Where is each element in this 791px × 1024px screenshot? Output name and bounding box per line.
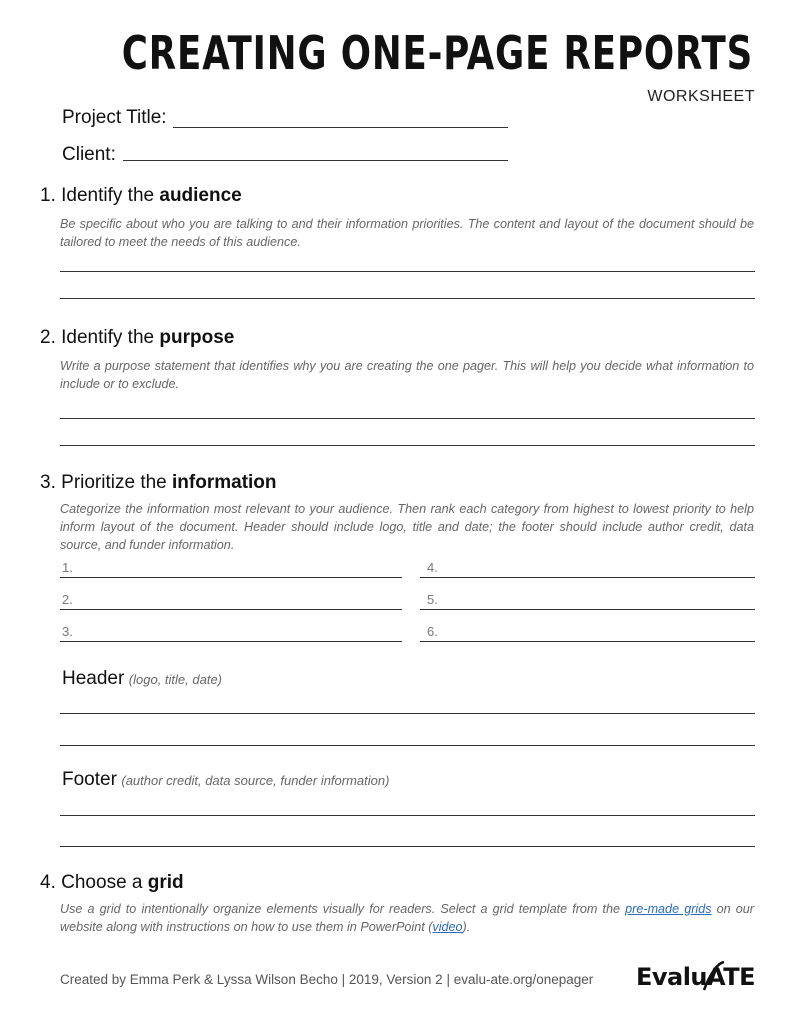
- section-4-title-pre: Choose a: [61, 872, 143, 893]
- section-3-title: [40, 472, 277, 494]
- section-4-desc-part2: on our website along with instructions on how to use them in PowerPoint (: [60, 902, 754, 934]
- priority-number: 3.: [62, 624, 73, 639]
- footer-block-note: (author credit, data source, funder information): [121, 773, 390, 788]
- header-line-1[interactable]: [60, 713, 755, 714]
- section-2-line-2[interactable]: [60, 445, 755, 446]
- section-1-line-2[interactable]: [60, 298, 755, 299]
- video-link[interactable]: video: [432, 920, 463, 934]
- section-1-title: [40, 185, 242, 207]
- priority-number: 5.: [427, 592, 438, 607]
- client-label: Client:: [62, 144, 116, 165]
- section-1-line-1[interactable]: [60, 271, 755, 272]
- header-block-heading: [62, 668, 222, 690]
- section-1-title-bold: audience: [159, 185, 242, 206]
- priority-line-6[interactable]: [420, 641, 755, 642]
- footer-line-2[interactable]: [60, 846, 755, 847]
- section-4-desc-part3: ).: [462, 920, 471, 934]
- project-title-line[interactable]: [173, 127, 508, 128]
- pre-made-grids-link[interactable]: pre-made grids: [625, 902, 712, 916]
- priority-number: 2.: [62, 592, 73, 607]
- evaluate-logo: [636, 963, 755, 991]
- priority-number: 1.: [62, 560, 73, 575]
- section-2-line-1[interactable]: [60, 418, 755, 419]
- section-2-title-pre: Identify the: [61, 327, 155, 348]
- client-line[interactable]: [123, 160, 508, 161]
- footer-block-heading: [62, 769, 389, 791]
- project-title-label: Project Title:: [62, 107, 167, 128]
- section-3-title-pre: Prioritize the: [61, 472, 167, 493]
- section-2-title: [40, 327, 234, 349]
- section-2-description: Write a purpose statement that identifies why you are creating the one pager. This will help you decide what information to include or to exclude.: [60, 359, 754, 391]
- header-block-note: (logo, title, date): [128, 672, 222, 687]
- section-4-description: [60, 900, 754, 936]
- section-1-number: 1.: [40, 185, 56, 206]
- footer-block-title: Footer: [62, 769, 117, 790]
- section-2-title-bold: purpose: [159, 327, 235, 348]
- section-4-title-bold: grid: [147, 872, 184, 893]
- footer-credit: Created by Emma Perk & Lyssa Wilson Becho | 2019, Version 2 | evalu-ate.org/onepager: [60, 972, 594, 987]
- section-3-description: Categorize the information most relevant to your audience. Then rank each category from highest to lowest priority to help inform layout of the document. Header should include logo, title and date; the footer should include author credit, data source, and funder information.: [60, 502, 754, 552]
- page-subtitle: WORKSHEET: [647, 88, 755, 105]
- header-line-2[interactable]: [60, 745, 755, 746]
- priority-number: 4.: [427, 560, 438, 575]
- header-block-title: Header: [62, 668, 125, 689]
- logo-text: EvaluATE: [635, 963, 755, 991]
- section-4-number: 4.: [40, 872, 56, 893]
- section-4-title: [40, 872, 184, 894]
- priority-line-2[interactable]: [60, 609, 402, 610]
- section-3-title-bold: information: [172, 472, 277, 493]
- page-title: CREATING ONE-PAGE REPORTS: [121, 26, 753, 80]
- section-1-description: Be specific about who you are talking to and their information priorities. The content and layout of the document should be tailored to meet the needs of this audience.: [60, 217, 754, 249]
- priority-line-5[interactable]: [420, 609, 755, 610]
- priority-line-1[interactable]: [60, 577, 402, 578]
- footer-line-1[interactable]: [60, 815, 755, 816]
- priority-line-3[interactable]: [60, 641, 402, 642]
- section-3-number: 3.: [40, 472, 56, 493]
- priority-number: 6.: [427, 624, 438, 639]
- section-1-title-pre: Identify the: [61, 185, 155, 206]
- logo-swoosh-icon: [700, 960, 728, 996]
- priority-line-4[interactable]: [420, 577, 755, 578]
- section-4-desc-part1: Use a grid to intentionally organize elements visually for readers. Select a grid template from the: [60, 902, 626, 916]
- section-2-number: 2.: [40, 327, 56, 348]
